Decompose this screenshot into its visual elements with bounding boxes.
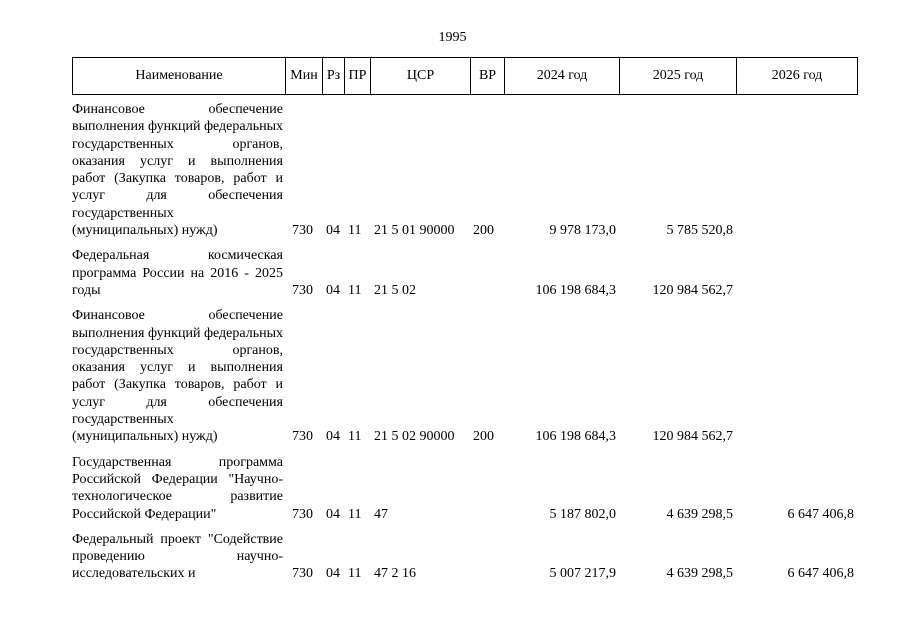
column-header-min: Мин	[286, 58, 323, 95]
row-2025: 120 984 562,7	[652, 429, 733, 445]
column-header-2024: 2024 год	[505, 58, 620, 95]
column-header-2026: 2026 год	[737, 58, 858, 95]
row-2024: 5 007 217,9	[549, 566, 616, 582]
row-rz: 04	[326, 566, 340, 582]
column-header-rz: Рз	[323, 58, 345, 95]
row-rz: 04	[326, 223, 340, 239]
row-2024: 5 187 802,0	[549, 506, 616, 522]
row-rz: 04	[326, 429, 340, 445]
row-name: Финансовое обеспечение выполнения функций федеральных государственных органов, оказания услуг и выполнения работ (Закупка товаров, работ и услуг для обеспечения государственных (муниципальных) нужд)	[72, 308, 283, 445]
row-2025: 5 785 520,8	[666, 223, 733, 239]
row-rz: 04	[326, 282, 340, 298]
column-header-2025: 2025 год	[620, 58, 737, 95]
table-row	[72, 101, 857, 239]
row-name: Федеральный проект "Содействие проведению научно-исследовательских и	[72, 531, 283, 582]
row-pr: 11	[348, 566, 362, 582]
table-row	[72, 307, 857, 445]
row-2024: 106 198 684,3	[535, 429, 616, 445]
table-row	[72, 247, 857, 299]
row-pr: 11	[348, 429, 362, 445]
table-row	[72, 531, 857, 583]
row-csr: 47	[374, 506, 388, 522]
column-header-vr: ВР	[471, 58, 505, 95]
column-header-pr: ПР	[345, 58, 371, 95]
table-row	[72, 454, 857, 523]
row-csr: 21 5 02 90000	[374, 429, 455, 445]
row-pr: 11	[348, 223, 362, 239]
row-vr: 200	[473, 429, 494, 445]
row-min: 730	[292, 282, 313, 298]
row-min: 730	[292, 223, 313, 239]
row-csr: 21 5 01 90000	[374, 223, 455, 239]
row-2025: 120 984 562,7	[652, 282, 733, 298]
table-header	[72, 57, 858, 95]
column-header-name: Наименование	[73, 58, 286, 95]
row-min: 730	[292, 429, 313, 445]
row-name: Федеральная космическая программа России на 2016 - 2025 годы	[72, 248, 283, 298]
row-vr: 200	[473, 223, 494, 239]
row-rz: 04	[326, 506, 340, 522]
row-csr: 21 5 02	[374, 282, 416, 298]
row-pr: 11	[348, 282, 362, 298]
row-2026: 6 647 406,8	[787, 506, 854, 522]
row-name: Государственная программа Российской Федерации "Научно-технологическое развитие Российской Федерации"	[72, 454, 283, 522]
table-body	[72, 101, 857, 591]
row-2025: 4 639 298,5	[666, 506, 733, 522]
row-min: 730	[292, 566, 313, 582]
row-name: Финансовое обеспечение выполнения функций федеральных государственных органов, оказания услуг и выполнения работ (Закупка товаров, работ и услуг для обеспечения государственных (муниципальных) нужд)	[72, 102, 283, 239]
column-header-csr: ЦСР	[371, 58, 471, 95]
row-min: 730	[292, 506, 313, 522]
row-pr: 11	[348, 506, 362, 522]
row-csr: 47 2 16	[374, 566, 416, 582]
row-2024: 9 978 173,0	[549, 223, 616, 239]
page-number: 1995	[438, 30, 467, 45]
row-2025: 4 639 298,5	[666, 566, 733, 582]
row-2026: 6 647 406,8	[787, 566, 854, 582]
row-2024: 106 198 684,3	[535, 282, 616, 298]
